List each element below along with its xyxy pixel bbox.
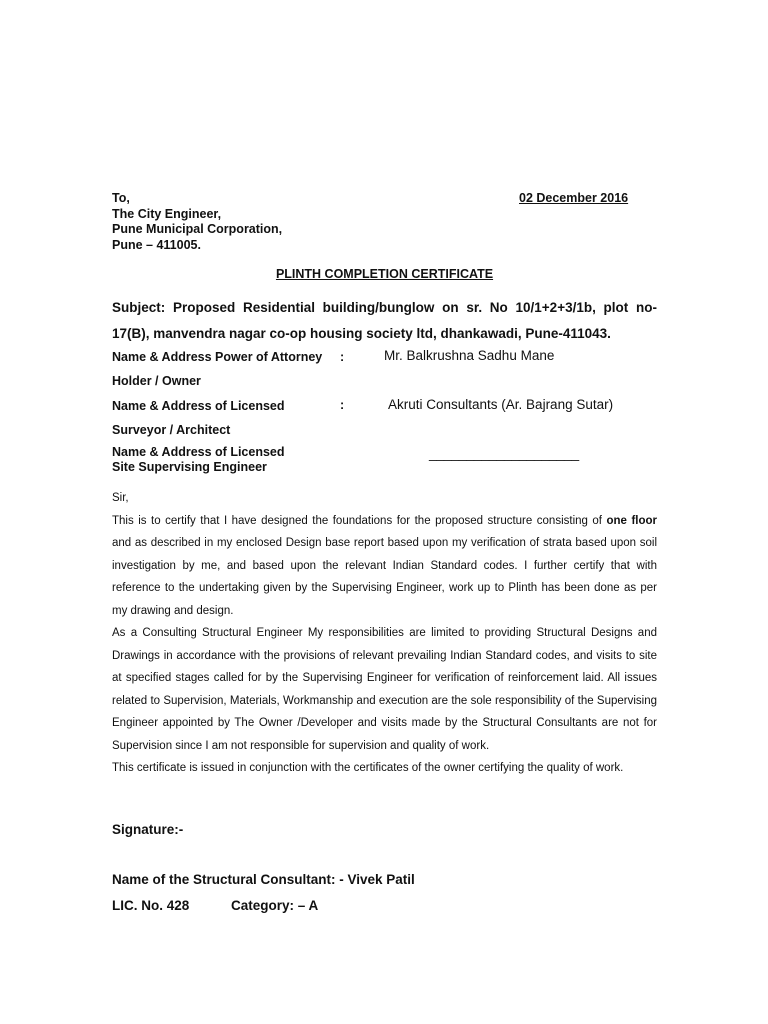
- architect-label-line1: Name & Address of Licensed: [112, 399, 285, 413]
- engineer-value-blank: ____________________: [429, 446, 580, 461]
- poa-value: Mr. Balkrushna Sadhu Mane: [384, 348, 555, 363]
- poa-colon: :: [340, 350, 345, 364]
- certificate-body: [112, 487, 657, 780]
- p1-text-start: This is to certify that I have designed the foundations for the proposed structure consisting of: [112, 514, 607, 527]
- p1-bold-text: one floor: [606, 514, 657, 527]
- architect-label-line2: Surveyor / Architect: [112, 423, 231, 437]
- category: Category: – A: [231, 898, 319, 913]
- license-number: LIC. No. 428: [112, 898, 190, 913]
- address-line: The City Engineer,: [112, 206, 222, 221]
- engineer-label-line2: Site Supervising Engineer: [112, 460, 267, 474]
- body-paragraph-1: [112, 510, 657, 623]
- body-paragraph-3: This certificate is issued in conjunction with the certificates of the owner certifying the quality of work.: [112, 762, 624, 774]
- letter-date: 02 December 2016: [519, 191, 629, 205]
- body-paragraph-2: As a Consulting Structural Engineer My responsibilities are limited to providing Structural Designs and Drawings in accordance with the provisions of relevant prevailing Indian Standard codes, and visits to site at specified stages called for by the Supervising Engineer for verification of reinforcement laid. All issues related to Supervision, Materials, Workmanship and execution are the sole responsibility of the Supervising Engineer appointed by The Owner /Developer and visits made by the Structural Consultants are not for Supervision since I am not responsible for supervision and quality of work.: [112, 627, 657, 752]
- poa-label-line2: Holder / Owner: [112, 374, 201, 388]
- recipient-address: [112, 191, 282, 253]
- address-line: Pune – 411005.: [112, 237, 201, 252]
- consultant-name: Name of the Structural Consultant: - Vivek Patil: [112, 872, 415, 887]
- p1-text-end: and as described in my enclosed Design base report based upon my verification of strata based upon soil investigation by me, and based upon the relevant Indian Standard codes. I further certify that with reference to the undertaking given by the Supervising Engineer, work up to Plinth has been done as per my drawing and design.: [112, 537, 657, 617]
- signature-label: Signature:-: [112, 822, 184, 837]
- engineer-label-line1: Name & Address of Licensed: [112, 445, 285, 459]
- poa-label-line1: Name & Address Power of Attorney: [112, 350, 323, 364]
- architect-colon: :: [340, 398, 345, 412]
- salutation: Sir,: [112, 492, 129, 504]
- architect-value: Akruti Consultants (Ar. Bajrang Sutar): [388, 397, 614, 412]
- subject-line: Subject: Proposed Residential building/bunglow on sr. No 10/1+2+3/1b, plot no-17(B), manvendra nagar co-op housing society ltd, dhankawadi, Pune-411043.: [112, 300, 657, 341]
- certificate-title: PLINTH COMPLETION CERTIFICATE: [275, 267, 494, 281]
- address-line: Pune Municipal Corporation,: [112, 222, 283, 236]
- address-line: To,: [112, 191, 130, 205]
